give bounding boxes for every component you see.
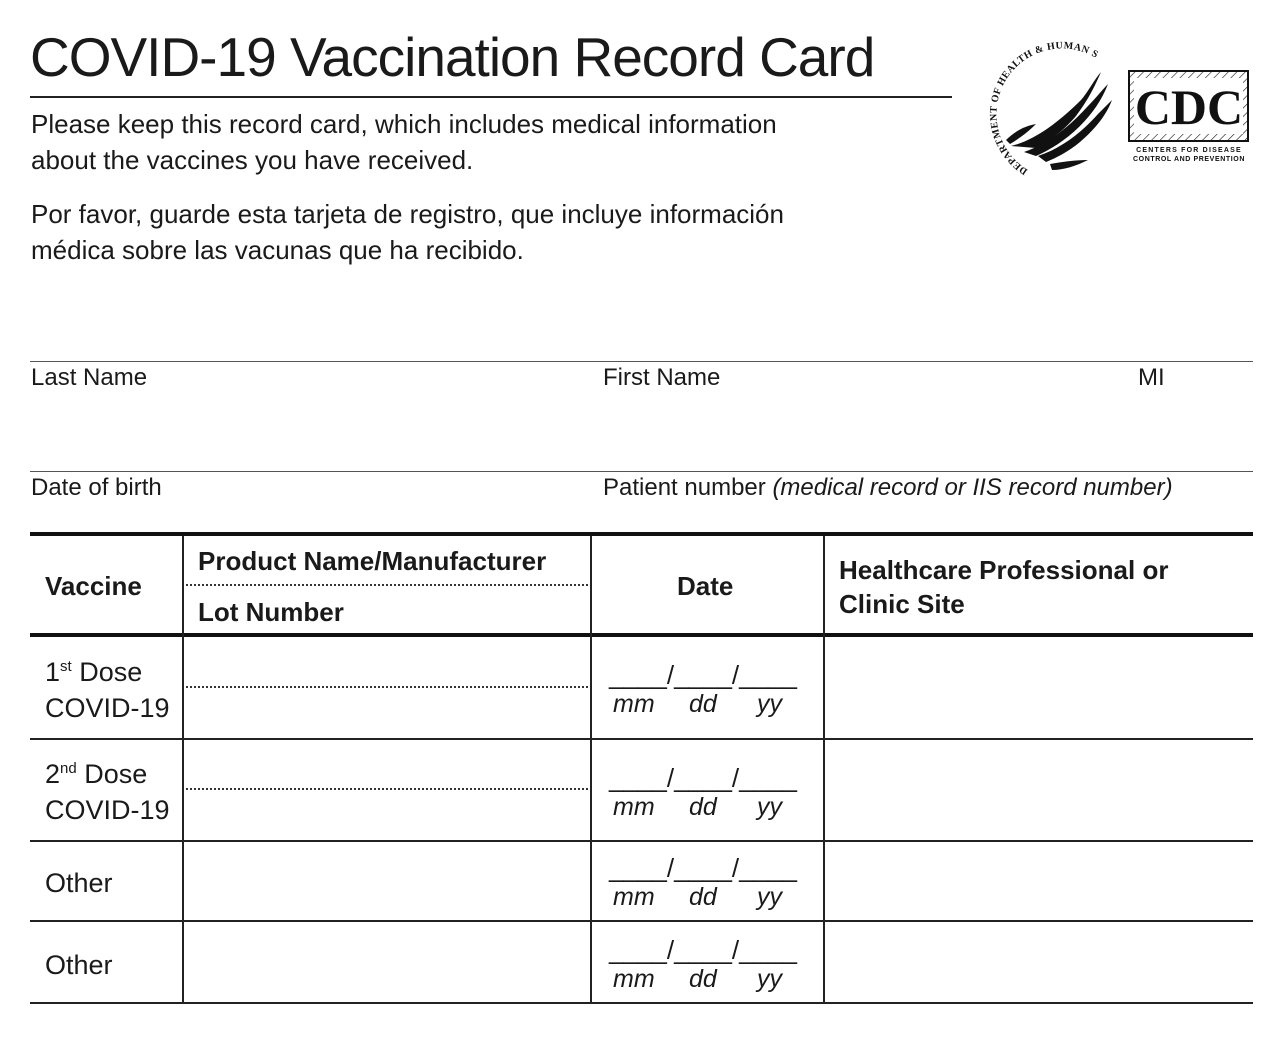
intro-english-line2: about the vaccines you have received.	[31, 145, 474, 175]
patient-number-note: (medical record or IIS record number)	[772, 474, 1173, 501]
row-divider	[30, 840, 1253, 842]
column-divider	[823, 536, 825, 1004]
intro-spanish	[31, 196, 931, 268]
other2-date-field[interactable]: ____/____/____ mm dd yy	[609, 935, 797, 993]
other1-date-field[interactable]: ____/____/____ mm dd yy	[609, 853, 797, 911]
dose1-vaccine-name: COVID-19	[45, 693, 170, 723]
row-divider	[30, 738, 1253, 740]
dose1-product-lot-divider	[186, 686, 588, 688]
cdc-subtitle-line2: CONTROL AND PREVENTION	[1133, 156, 1245, 163]
header-dotted-divider	[186, 584, 588, 586]
patient-number-label	[603, 474, 1173, 502]
page-title: COVID-19 Vaccination Record Card	[30, 26, 875, 88]
table-bottom-rule	[30, 1002, 1253, 1004]
header-product: Product Name/Manufacturer	[198, 546, 547, 576]
cdc-letters: CDC	[1134, 79, 1244, 135]
patient-number-text: Patient number	[603, 474, 766, 501]
cdc-logo	[1128, 70, 1250, 166]
cdc-subtitle-line1: CENTERS FOR DISEASE	[1136, 147, 1242, 154]
intro-english-line1: Please keep this record card, which includes medical information	[31, 109, 777, 139]
date-of-birth-label: Date of birth	[31, 474, 162, 501]
dose2-product-lot-divider	[186, 788, 588, 790]
intro-spanish-line1: Por favor, guarde esta tarjeta de registro, que incluye información	[31, 199, 784, 229]
header-clinic-line2: Clinic Site	[839, 589, 965, 619]
name-fields-rule	[30, 361, 1253, 362]
hhs-seal-text: DEPARTMENT OF HEALTH & HUMAN S	[988, 40, 1101, 177]
table-header-rule	[30, 633, 1253, 637]
dose2-date-field[interactable]: ____/____/____ mm dd yy	[609, 763, 797, 821]
intro-spanish-line2: médica sobre las vacunas que ha recibido.	[31, 235, 524, 265]
header-date: Date	[677, 571, 734, 601]
header-lot-number: Lot Number	[198, 597, 344, 627]
other2-label: Other	[45, 950, 113, 980]
column-divider	[182, 536, 184, 1004]
dose1-label: 1st Dose COVID-19	[45, 654, 170, 726]
intro-english	[31, 106, 931, 178]
row-divider	[30, 920, 1253, 922]
first-name-label: First Name	[603, 364, 721, 391]
last-name-label: Last Name	[31, 364, 148, 391]
table-top-rule	[30, 532, 1253, 536]
other1-label: Other	[45, 868, 113, 898]
dose1-date-field[interactable]: ____/____/____ mm dd yy	[609, 660, 797, 718]
dose2-label: 2nd Dose COVID-19	[45, 756, 170, 828]
column-divider	[590, 536, 592, 1004]
dob-fields-rule	[30, 471, 1253, 472]
title-rule	[30, 96, 952, 98]
hhs-seal-logo	[966, 28, 1126, 178]
dose2-vaccine-name: COVID-19	[45, 795, 170, 825]
middle-initial-label: MI	[1138, 364, 1165, 391]
header-vaccine: Vaccine	[45, 571, 142, 601]
header-clinic-line1: Healthcare Professional or	[839, 555, 1169, 585]
